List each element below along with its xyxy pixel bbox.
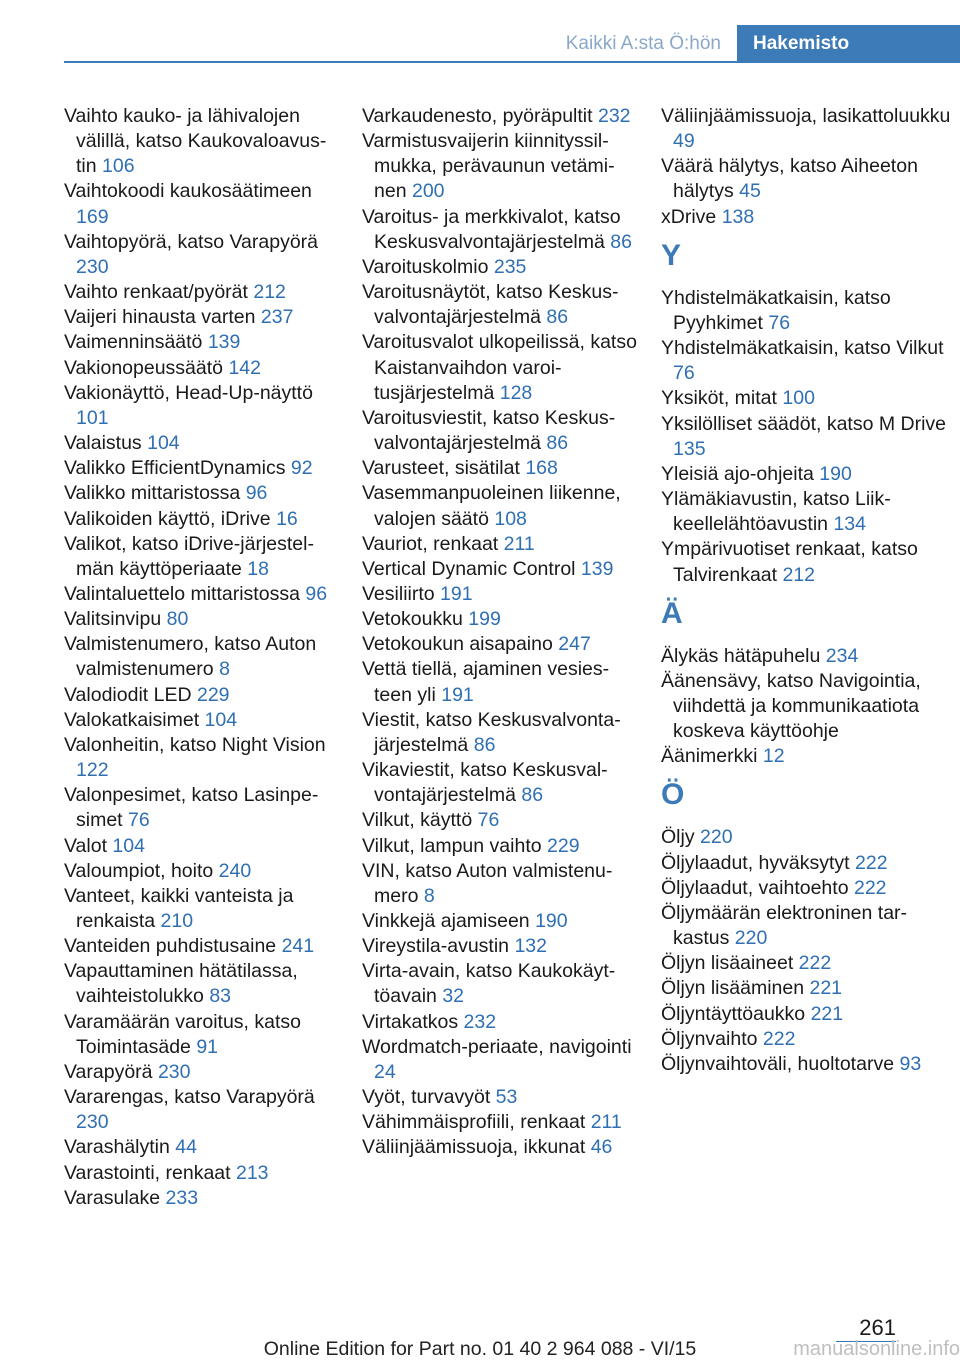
index-entry [362, 406, 640, 456]
page-link[interactable]: 200 [411, 180, 445, 203]
page-link[interactable]: 86 [521, 784, 544, 807]
entry-text: Valonheitin, katso Night Vision [64, 733, 326, 756]
index-column-1 [64, 104, 340, 1211]
page-link[interactable]: 221 [810, 1002, 844, 1025]
page-link[interactable]: 222 [853, 876, 887, 899]
index-entry [64, 783, 340, 833]
index-entry [362, 607, 640, 632]
index-entry [64, 1060, 340, 1085]
entry-text: Vireystila-avustin [362, 935, 510, 958]
index-entry [64, 280, 340, 305]
entry-text: Vinkkejä ajamiseen [362, 910, 530, 932]
entry-text: Vesiliirto [362, 582, 435, 605]
entry-text: Vaihtokoodi kaukosäätimeen [64, 180, 312, 203]
page-link[interactable]: 101 [76, 406, 109, 429]
page-link[interactable]: 92 [290, 457, 313, 480]
page-link[interactable]: 46 [590, 1136, 613, 1159]
index-entry [64, 607, 340, 632]
entry-text: xDrive [661, 205, 717, 228]
page-link[interactable]: 104 [112, 834, 145, 857]
entry-text: VIN, katso Auton valmistenumero [362, 859, 613, 907]
page-link[interactable]: 96 [305, 582, 328, 605]
index-entry [661, 851, 951, 876]
index-entry [64, 431, 340, 456]
entry-text: Valintaluettelo mittaristossa [64, 582, 300, 605]
page-link[interactable]: 221 [809, 977, 843, 1000]
page-link[interactable]: 135 [673, 437, 706, 460]
entry-text: Vettä tiellä, ajaminen vesiesteen yli [362, 658, 610, 706]
entry-text: Virtakatkos [362, 1010, 459, 1033]
entry-text: Vikaviestit, katso Keskusvalvontajärjestelmä [362, 759, 608, 807]
index-entry [661, 1052, 951, 1077]
index-entry [362, 934, 640, 959]
entry-text: Viestit, katso Keskusvalvontajärjestelmä [362, 708, 621, 756]
entry-text: Vähimmäisprofiili, renkaat [362, 1111, 586, 1134]
page-number: 261 [859, 1315, 896, 1340]
page-link[interactable]: 132 [514, 935, 547, 958]
entry-text: Valaistus [64, 432, 142, 455]
entry-text: Valikoiden käyttö, iDrive [64, 507, 271, 530]
index-entry [661, 386, 951, 411]
page-link[interactable]: 80 [166, 608, 189, 631]
entry-text: Öljymäärän elektroninen tarkastus [661, 901, 908, 950]
page-link[interactable]: 230 [157, 1060, 191, 1083]
entry-text: Vauriot, renkaat [362, 532, 499, 555]
index-entry [64, 632, 340, 682]
letter-heading: Ä [661, 596, 683, 630]
page-link[interactable]: 104 [147, 432, 180, 455]
entry-text: Varkaudenesto, pyöräpultit [362, 105, 593, 127]
page-link[interactable]: 168 [525, 457, 558, 480]
entry-text: Vaimenninsäätö [64, 331, 203, 354]
page-link[interactable]: 91 [196, 1035, 219, 1058]
page-link[interactable]: 190 [819, 462, 852, 485]
index-entry [362, 808, 640, 833]
entry-text: Varamäärän varoitus, katso Toimintasäde [64, 1010, 301, 1058]
entry-text: Yksiköt, mitat [661, 387, 777, 410]
page-link[interactable]: 220 [700, 826, 733, 849]
entry-text: Vanteet, kaikki vanteista ja renkaista [64, 884, 294, 932]
index-entry [362, 104, 640, 129]
index-entry [64, 104, 340, 179]
page-link[interactable]: 241 [281, 935, 315, 958]
index-entry [362, 657, 640, 707]
index-entry [64, 859, 340, 884]
page-link[interactable]: 93 [899, 1052, 922, 1075]
index-entry [661, 286, 951, 336]
page-link[interactable]: 8 [219, 658, 230, 681]
page-link[interactable]: 32 [442, 985, 465, 1008]
entry-text: Vaihto kauko- ja lähivalojen välillä, katso Kaukovaloavustin [64, 105, 327, 178]
entry-text: Ympärivuotiset renkaat, katso Talvirenkaat [661, 538, 918, 586]
entry-text: Äänimerkki [661, 745, 758, 768]
entry-text: Vararengas, katso Varapyörä [64, 1086, 315, 1109]
entry-text: Vakionopeussäätö [64, 356, 224, 379]
page-link[interactable]: 134 [833, 513, 866, 536]
page-link[interactable]: 240 [218, 859, 252, 882]
entry-text: Yhdistelmäkatkaisin, katso Vilkut [661, 337, 944, 360]
entry-text: Vaijeri hinausta varten [64, 306, 256, 329]
page-link[interactable]: 230 [76, 1111, 109, 1134]
index-entry [661, 462, 951, 487]
entry-text: Varmistusvaijerin kiinnityssilmukka, perävaunun vetäminen [362, 130, 615, 203]
page-link[interactable]: 222 [798, 952, 832, 975]
page-link[interactable]: 76 [673, 362, 695, 385]
page-link[interactable]: 83 [209, 985, 232, 1008]
page-link[interactable]: 139 [580, 557, 614, 580]
index-entry [362, 834, 640, 859]
index-entry [661, 901, 951, 951]
page-link[interactable]: 222 [762, 1027, 796, 1050]
index-entry [362, 1085, 640, 1110]
entry-text: Varoituskolmio [362, 255, 489, 278]
entry-text: Yksilölliset säädöt, katso M Drive [661, 412, 947, 435]
page-link[interactable]: 169 [76, 205, 109, 228]
page-link[interactable]: 142 [228, 356, 261, 379]
page-link[interactable]: 235 [493, 255, 527, 278]
index-entry [362, 129, 640, 204]
index-entry [661, 669, 951, 744]
entry-text: Varoitusnäytöt, katso Keskusvalvontajärjestelmä [362, 281, 619, 329]
entry-text: Öljyn lisääminen [661, 977, 805, 1000]
entry-text: Valodiodit LED [64, 683, 192, 706]
entry-text: Varoitus- ja merkkivalot, katso Keskusvalvontajärjestelmä [362, 205, 621, 253]
index-entry [661, 976, 951, 1001]
entry-text: Öljyn lisäaineet [661, 952, 794, 975]
page-link[interactable]: 229 [196, 683, 230, 706]
index-entry [362, 481, 640, 531]
entry-text: Vyöt, turvavyöt [362, 1086, 491, 1109]
index-entry [64, 1010, 340, 1060]
page-link[interactable]: 12 [762, 745, 785, 768]
entry-text: Vertical Dynamic Control [362, 557, 576, 580]
page-link[interactable]: 128 [499, 381, 533, 404]
index-entry [64, 934, 340, 959]
page-link[interactable]: 24 [374, 1060, 396, 1083]
index-entry [64, 834, 340, 859]
index-entry [64, 356, 340, 381]
entry-text: Vasemmanpuoleinen liikenne, valojen säätö [362, 482, 621, 530]
index-entry [362, 959, 640, 1009]
header-tabs [550, 25, 960, 62]
index-entry [661, 487, 951, 537]
entry-text: Valikko EfficientDynamics [64, 457, 286, 480]
page-link[interactable]: 233 [165, 1186, 199, 1209]
page-link[interactable]: 247 [558, 633, 591, 656]
page-link[interactable]: 212 [782, 563, 816, 586]
index-entry [362, 1135, 640, 1160]
entry-text: Vetokoukun aisapaino [362, 633, 553, 656]
index-entry [362, 1110, 640, 1135]
page-link[interactable]: 191 [440, 582, 473, 605]
page-link[interactable]: 108 [494, 507, 527, 530]
letter-heading: Y [661, 238, 682, 272]
index-entry [64, 1085, 340, 1135]
entry-text: Vakionäyttö, Head-Up-näyttö [64, 381, 313, 404]
index-entry [362, 330, 640, 405]
page-link[interactable]: 86 [610, 230, 632, 253]
entry-text: Äänensävy, katso Navigointia, viihdettä ja kommunikaatiota koskeva käyttöohje [661, 669, 921, 743]
page-link[interactable]: 222 [855, 851, 888, 874]
page-link[interactable]: 18 [247, 557, 269, 580]
index-entry [661, 744, 951, 769]
index-entry [362, 255, 640, 280]
entry-text: Väliinjäämissuoja, lasikattoluukku [661, 105, 951, 127]
index-entry [64, 305, 340, 330]
page-link[interactable]: 49 [673, 130, 695, 153]
entry-text: Varoitusviestit, katso Keskusvalvontajärjestelmä [362, 406, 616, 455]
entry-text: Yhdistelmäkatkaisin, katso Pyyhkimet [661, 286, 891, 334]
entry-text: Väliinjäämissuoja, ikkunat [362, 1136, 586, 1159]
page-link[interactable]: 16 [276, 507, 298, 530]
page-link[interactable]: 234 [825, 644, 859, 667]
index-entry [661, 104, 951, 154]
index-entry [362, 557, 640, 582]
index-entry [362, 582, 640, 607]
page-link[interactable]: 190 [535, 910, 568, 932]
entry-text: Öljynvaihtoväli, huoltotarve [661, 1052, 895, 1075]
index-entry [362, 758, 640, 808]
index-entry [64, 1186, 340, 1211]
page-link[interactable]: 44 [175, 1136, 197, 1159]
entry-text: Öljy [661, 826, 695, 849]
entry-text: Älykäs hätäpuhelu [661, 644, 821, 667]
index-entry [64, 708, 340, 733]
page-link[interactable]: 76 [768, 311, 791, 334]
page-link[interactable]: 53 [495, 1086, 518, 1109]
index-entry [661, 412, 951, 462]
index-entry [661, 205, 951, 230]
index-entry [661, 644, 951, 669]
index-entry [661, 1002, 951, 1027]
index-entry [362, 456, 640, 481]
entry-text: Vanteiden puhdistusaine [64, 935, 277, 958]
index-entry [64, 532, 340, 582]
entry-text: Öljyntäyttöaukko [661, 1002, 806, 1025]
index-entry [362, 532, 640, 557]
entry-text: Vilkut, käyttö [362, 809, 473, 832]
entry-text: Valokatkaisimet [64, 708, 200, 731]
index-entry [661, 537, 951, 587]
entry-text: Ylämäkiavustin, katso Liikkeellelähtöavustin [661, 488, 891, 536]
entry-text: Valitsinvipu [64, 608, 162, 631]
page-link[interactable]: 86 [473, 733, 496, 756]
index-entry [64, 330, 340, 355]
entry-text: Valikko mittaristossa [64, 482, 241, 505]
index-column-2 [362, 104, 640, 1161]
index-entry [661, 951, 951, 976]
letter-heading: Ö [661, 778, 685, 812]
entry-text: Varasulake [64, 1186, 161, 1209]
index-entry [661, 825, 951, 850]
page-link[interactable]: 230 [76, 255, 109, 278]
tab-a-to-z[interactable]: Kaikki A:sta Ö:hön [550, 25, 737, 62]
index-entry [64, 381, 340, 431]
index-entry [64, 1135, 340, 1160]
index-entry [362, 909, 640, 934]
entry-text: Öljylaadut, hyväksytyt [661, 851, 850, 874]
tab-index[interactable]: Hakemisto [737, 25, 960, 62]
index-column-3 [661, 104, 951, 1077]
entry-text: Varastointi, renkaat [64, 1161, 231, 1184]
entry-text: Varapyörä [64, 1060, 153, 1083]
page-link[interactable]: 100 [782, 387, 815, 410]
edition-footer: Online Edition for Part no. 01 40 2 964 088 - VI/15 [263, 1338, 697, 1360]
entry-text: Varoitusvalot ulkopeilissä, katso Kaistanvaihdon varoitusjärjestelmä [362, 331, 637, 404]
entry-text: Valmistenumero, katso Auton valmistenumero [64, 633, 317, 681]
page-link[interactable]: 191 [441, 683, 474, 706]
entry-text: Varusteet, sisätilat [362, 457, 520, 480]
entry-text: Vaihto renkaat/pyörät [64, 281, 248, 304]
index-entry [362, 859, 640, 909]
entry-text: Valoumpiot, hoito [64, 859, 214, 882]
index-entry [64, 230, 340, 280]
watermark: manualsonline.info [793, 1338, 960, 1360]
index-entry [661, 154, 951, 204]
index-entry [64, 582, 340, 607]
page-link[interactable]: 76 [128, 809, 150, 832]
page-link[interactable]: 139 [207, 331, 241, 354]
entry-text: Valikot, katso iDrive-järjestelmän käyttöperiaate [64, 532, 314, 580]
page-link[interactable]: 45 [739, 180, 761, 203]
page-link[interactable]: 138 [721, 205, 755, 228]
page-link[interactable]: 199 [468, 608, 501, 631]
page-link[interactable]: 212 [253, 281, 286, 304]
page-link[interactable]: 122 [76, 759, 109, 782]
entry-text: Valonpesimet, katso Lasinpesimet [64, 784, 319, 832]
page-link[interactable]: 211 [503, 532, 535, 555]
entry-text: Virta-avain, katso Kaukokäyttöavain [362, 960, 616, 1008]
page-link[interactable]: 237 [260, 306, 294, 329]
index-entry [661, 336, 951, 386]
page-link[interactable]: 106 [102, 155, 135, 178]
entry-text: Varashälytin [64, 1136, 170, 1159]
entry-text: Valot [64, 834, 107, 857]
index-entry [64, 884, 340, 934]
entry-text: Yleisiä ajo-ohjeita [661, 462, 814, 485]
page-link[interactable]: 210 [160, 910, 194, 932]
entry-text: Väärä hälytys, katso Aiheeton hälytys [661, 155, 918, 203]
index-entry [362, 1035, 640, 1085]
index-entry [362, 708, 640, 758]
index-entry [64, 179, 340, 229]
entry-text: Vilkut, lampun vaihto [362, 834, 542, 857]
entry-text: Öljynvaihto [661, 1027, 758, 1050]
index-entry [64, 507, 340, 532]
page-link[interactable]: 86 [546, 432, 569, 455]
page-link[interactable]: 8 [423, 884, 435, 907]
index-entry [362, 205, 640, 255]
index-entry [64, 959, 340, 1009]
index-entry [64, 456, 340, 481]
page-link[interactable]: 229 [547, 834, 580, 857]
page-link[interactable]: 104 [204, 708, 238, 731]
index-entry [362, 632, 640, 657]
page-link[interactable]: 220 [734, 927, 768, 950]
index-entry [64, 481, 340, 506]
index-entry [64, 1161, 340, 1186]
entry-text: Vetokoukku [362, 608, 463, 631]
entry-text: Vapauttaminen hätätilassa, vaihteistolukko [64, 960, 298, 1008]
page-link[interactable]: 232 [597, 105, 631, 127]
index-entry [362, 280, 640, 330]
page-link[interactable]: 213 [235, 1161, 269, 1184]
index-entry [362, 1010, 640, 1035]
page-link[interactable]: 86 [546, 306, 569, 329]
entry-text: Öljylaadut, vaihtoehto [661, 876, 849, 899]
header-divider [64, 61, 960, 63]
page-link[interactable]: 96 [245, 482, 268, 505]
page-link[interactable]: 232 [463, 1010, 497, 1033]
index-entry [661, 876, 951, 901]
page-link[interactable]: 76 [477, 809, 500, 832]
page-link[interactable]: 211 [590, 1111, 622, 1134]
index-entry [661, 1027, 951, 1052]
entry-text: Vaihtopyörä, katso Varapyörä [64, 230, 319, 253]
index-entry [64, 733, 340, 783]
entry-text: Wordmatch-periaate, navigointi [362, 1035, 632, 1058]
index-entry [64, 683, 340, 708]
